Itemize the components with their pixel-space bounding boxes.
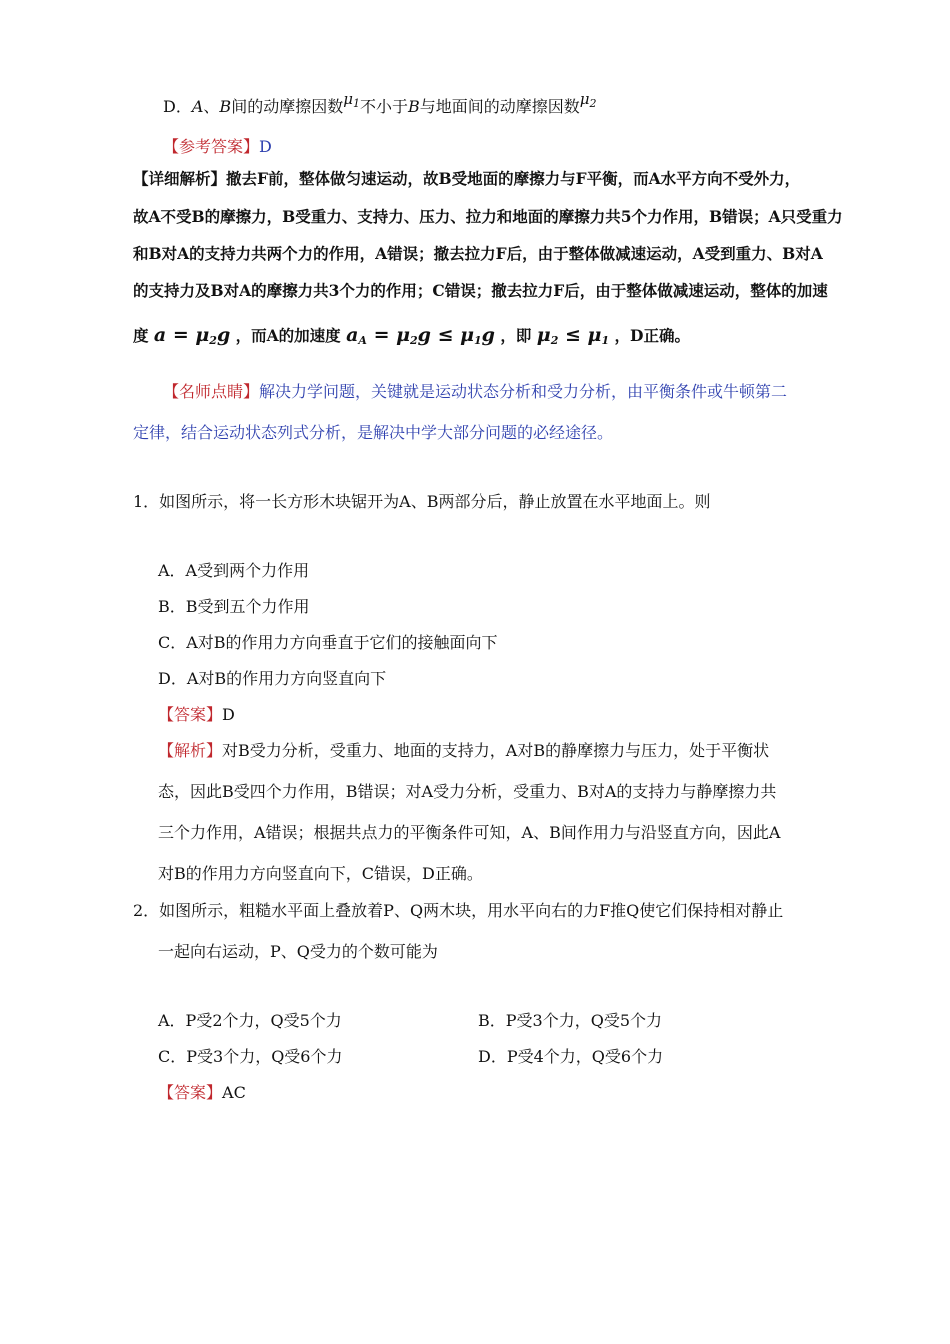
mu2-symbol: μ2 xyxy=(579,90,597,110)
q1-option-c: C．A对B的作用力方向垂直于它们的接触面向下 xyxy=(158,633,498,652)
formula-aA: $a_A = \mu_2g \le \mu_1g$ xyxy=(346,324,495,347)
q2-option-a: A．P受2个力，Q受5个力 xyxy=(158,1011,342,1030)
q1-analysis-line-1: 【解析】对B受力分析，受重力、地面的支持力，A对B的静摩擦力与压力，处于平衡状 xyxy=(158,741,770,760)
q2-answer: 【答案】AC xyxy=(158,1083,246,1102)
q2-option-b: B．P受3个力，Q受5个力 xyxy=(478,1011,663,1030)
q2-option-c: C．P受3个力，Q受6个力 xyxy=(158,1047,343,1066)
q1-analysis-line-4: 对B的作用力方向竖直向下，C错误，D正确。 xyxy=(158,864,483,883)
q1-analysis-line-3: 三个力作用，A错误；根据共点力的平衡条件可知，A、B间作用力与沿竖直方向，因此A xyxy=(158,823,781,842)
q1-option-a: A．A受到两个力作用 xyxy=(158,561,310,580)
teacher-tip-line-1: 【名师点睛】解决力学问题，关键就是运动状态分析和受力分析，由平衡条件或牛顿第二 xyxy=(163,382,788,401)
q2-stem-line-1: 2．如图所示，粗糙水平面上叠放着P、Q两木块，用水平向右的力F推Q使它们保持相对静止 xyxy=(133,901,784,920)
mu1-symbol: μ1 xyxy=(343,90,360,110)
reference-answer: 【参考答案】D xyxy=(163,137,272,156)
detailed-analysis-line-3: 和B对A的支持力共两个力的作用，A错误；撤去拉力F后，由于整体做减速运动，A受到重力、B对A xyxy=(133,244,823,263)
q1-stem: 1．如图所示，将一长方形木块锯开为A、B两部分后，静止放置在水平地面上。则 xyxy=(133,492,711,511)
q2-stem-line-2: 一起向右运动，P、Q受力的个数可能为 xyxy=(158,942,438,961)
detailed-analysis-line-2: 故A不受B的摩擦力，B受重力、支持力、压力、拉力和地面的摩擦力共5个力作用，B错误；A只受重力 xyxy=(133,207,843,226)
q1-answer: 【答案】D xyxy=(158,705,235,724)
detailed-analysis-line-5: 度 $a = \mu_2g$ ，而A的加速度 $a_A = \mu_2g \le \mu_1g$ ，即 $\mu_2 \le \mu_1$ ，D正确。 xyxy=(133,324,690,347)
q1-option-b: B．B受到五个力作用 xyxy=(158,597,310,616)
q2-option-d: D．P受4个力，Q受6个力 xyxy=(478,1047,664,1066)
formula-mu2-le-mu1: $\mu_2 \le \mu_1$ xyxy=(536,324,610,347)
formula-a-eq-mu2g: $a = \mu_2g$ xyxy=(153,324,231,347)
detailed-analysis-line-4: 的支持力及B对A的摩擦力共3个力的作用；C错误；撤去拉力F后，由于整体做减速运动，整体的加速 xyxy=(133,281,828,300)
detailed-analysis-line-1: 【详细解析】撤去F前，整体做匀速运动，故B受地面的摩擦力与F平衡，而A水平方向不受外力， xyxy=(133,169,801,188)
q1-option-d: D．A对B的作用力方向竖直向下 xyxy=(158,669,387,688)
teacher-tip-line-2: 定律，结合运动状态列式分析，是解决中学大部分问题的必经途径。 xyxy=(133,423,614,442)
prev-option-d: D．A、B间的动摩擦因数$^{\mu_1}$不小于B与地面间的动摩擦因数$^{\mu_2}$ xyxy=(163,90,597,116)
q1-analysis-line-2: 态，因此B受四个力作用，B错误；对A受力分析，受重力、B对A的支持力与静摩擦力共 xyxy=(158,782,777,801)
